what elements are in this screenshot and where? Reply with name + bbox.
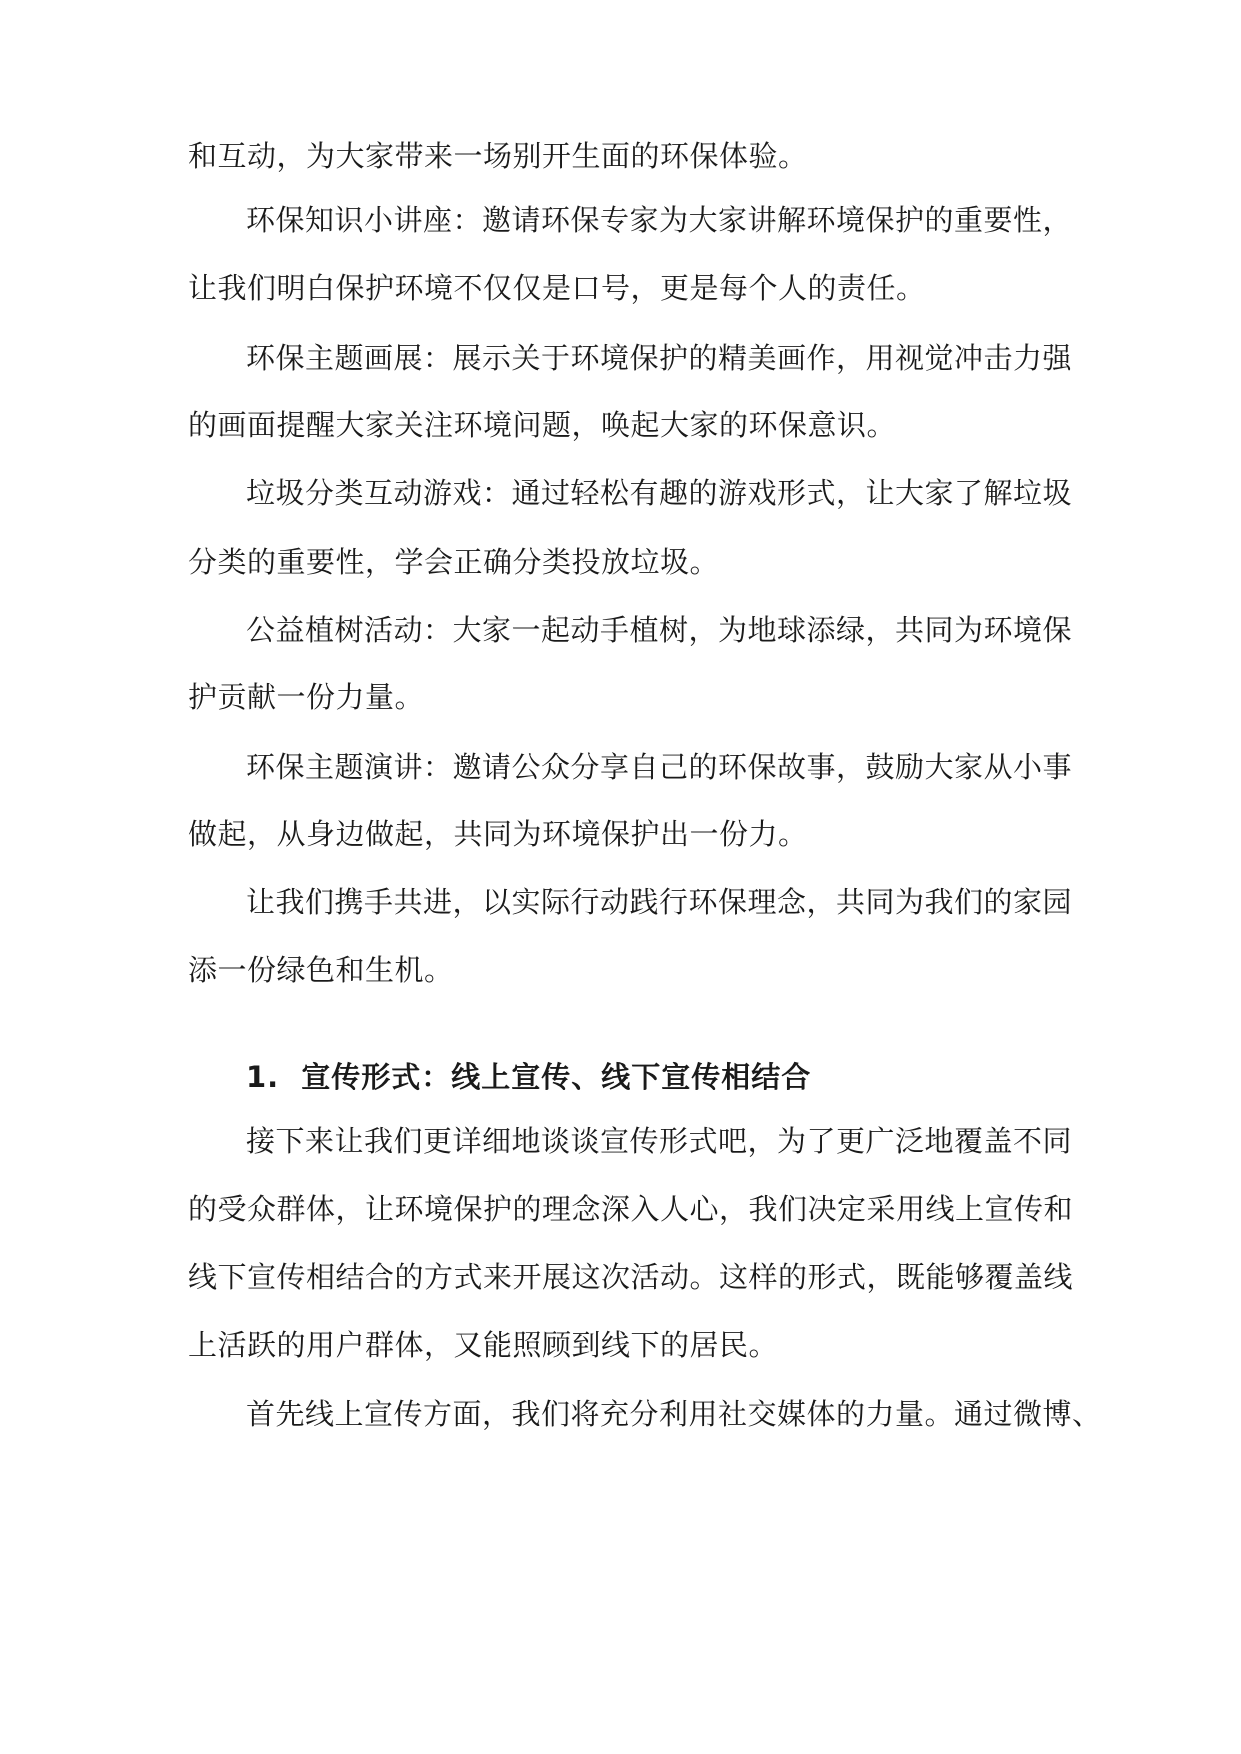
heading-number: 1. xyxy=(246,1060,280,1094)
paragraph-line: 公益植树活动：大家一起动手植树，为地球添绿，共同为环境保 xyxy=(246,613,1073,647)
heading-text: 宣传形式：线上宣传、线下宣传相结合 xyxy=(301,1060,812,1094)
paragraph-line: 让我们携手共进，以实际行动践行环保理念，共同为我们的家园 xyxy=(246,885,1073,919)
paragraph-line: 环保知识小讲座：邀请环保专家为大家讲解环境保护的重要性， xyxy=(246,203,1073,237)
paragraph-line: 的受众群体，让环境保护的理念深入人心，我们决定采用线上宣传和 xyxy=(188,1192,1074,1226)
paragraph-line: 添一份绿色和生机。 xyxy=(188,953,454,987)
paragraph-line: 环保主题画展：展示关于环境保护的精美画作，用视觉冲击力强 xyxy=(246,341,1073,375)
paragraph-line: 分类的重要性，学会正确分类投放垃圾。 xyxy=(188,545,720,579)
paragraph-line: 环保主题演讲：邀请公众分享自己的环保故事，鼓励大家从小事 xyxy=(246,750,1073,784)
paragraph-line: 线下宣传相结合的方式来开展这次活动。这样的形式，既能够覆盖线 xyxy=(188,1260,1074,1294)
paragraph-line: 首先线上宣传方面，我们将充分利用社交媒体的力量。通过微博、 xyxy=(246,1397,1102,1431)
paragraph-line: 做起，从身边做起，共同为环境保护出一份力。 xyxy=(188,817,808,851)
paragraph-line: 接下来让我们更详细地谈谈宣传形式吧，为了更广泛地覆盖不同 xyxy=(246,1124,1073,1158)
paragraph-line: 上活跃的用户群体，又能照顾到线下的居民。 xyxy=(188,1328,779,1362)
section-heading xyxy=(246,1057,1058,1097)
paragraph-line: 和互动，为大家带来一场别开生面的环保体验。 xyxy=(188,139,808,173)
paragraph-line: 让我们明白保护环境不仅仅是口号，更是每个人的责任。 xyxy=(188,271,926,305)
paragraph-line: 护贡献一份力量。 xyxy=(188,680,425,714)
paragraph-line: 的画面提醒大家关注环境问题，唤起大家的环保意识。 xyxy=(188,408,897,442)
paragraph-line: 垃圾分类互动游戏：通过轻松有趣的游戏形式，让大家了解垃圾 xyxy=(246,476,1073,510)
